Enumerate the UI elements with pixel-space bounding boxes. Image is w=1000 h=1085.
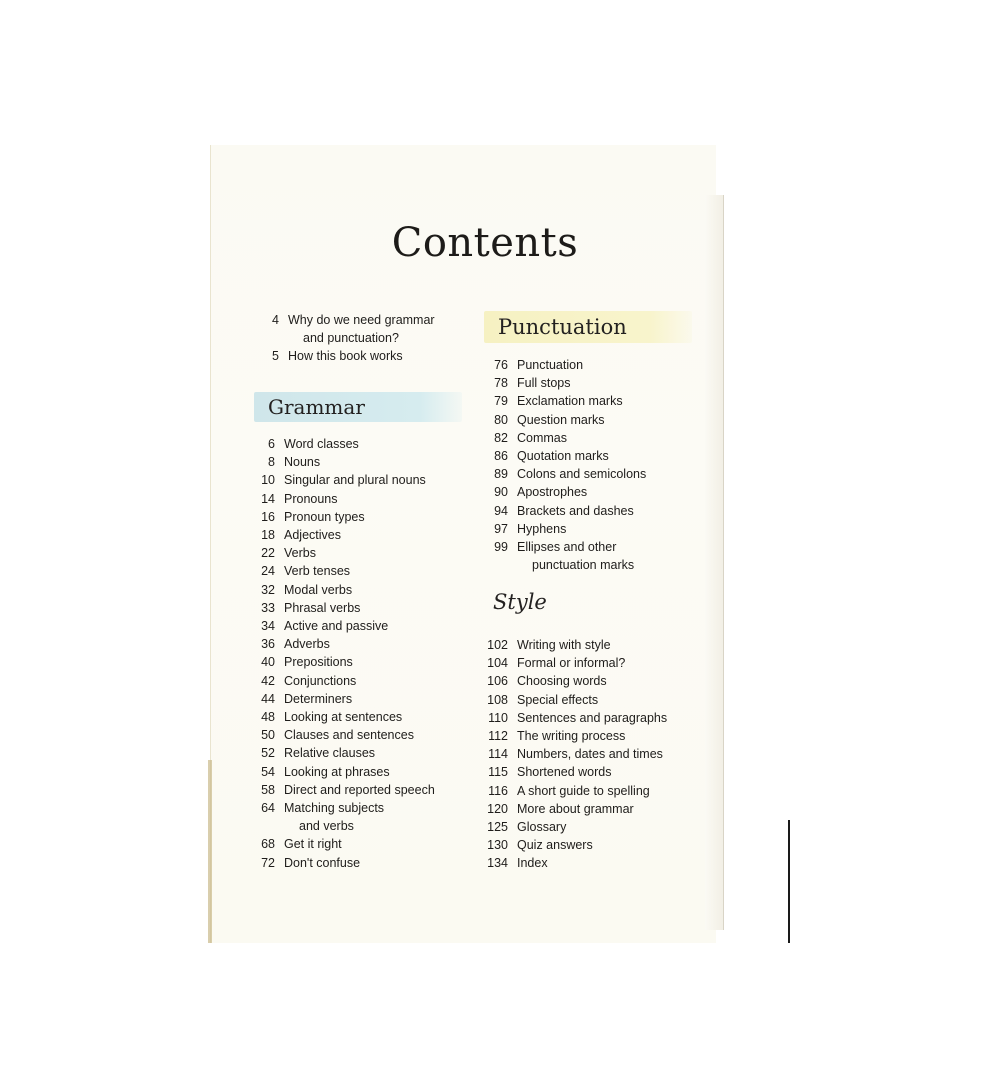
entry-title: Pronouns [284,491,338,506]
contents-entry [480,672,710,690]
page-number: 8 [268,455,275,470]
page-number: 116 [488,783,508,798]
contents-entry [251,854,481,872]
page-number: 76 [494,358,508,372]
contents-entry-continuation [251,817,481,835]
page-number: 114 [488,747,508,762]
page-number: 42 [261,673,275,688]
contents-entry [484,374,714,392]
page-number: 18 [261,528,275,543]
grammar-list [251,435,481,872]
contents-entry [480,836,710,854]
entry-title: Commas [517,430,568,445]
page-number: 68 [261,837,275,852]
page-number: 33 [261,600,275,615]
page-number [251,817,284,835]
contents-entry [251,763,481,781]
page-number: 97 [494,521,508,536]
entry-title: Full stops [517,376,571,391]
page-number: 40 [261,655,275,670]
page-number: 10 [261,473,275,488]
page-number: 79 [494,394,508,409]
contents-entry [251,508,481,526]
entry-title: Choosing words [517,674,607,689]
contents-entry [251,581,481,599]
entry-title: Verbs [284,546,316,561]
page-number: 78 [494,376,508,391]
binding-shadow [208,760,212,943]
contents-entry [251,726,481,744]
entry-title: Hyphens [517,521,567,536]
punctuation-list [484,356,714,574]
page-number: 6 [268,437,275,451]
entry-title: Special effects [517,692,599,707]
page-number: 115 [488,765,508,780]
page-number: 4 [272,313,279,327]
contents-entry [480,818,710,836]
entry-title: Formal or informal? [517,656,626,671]
contents-entry-continuation [255,329,485,347]
page-number: 99 [494,540,508,555]
page-number: 106 [487,674,508,689]
page-number: 58 [261,782,275,797]
contents-entry [251,526,481,544]
page-number: 130 [487,838,508,853]
entry-title: Quiz answers [517,838,593,853]
entry-title: Modal verbs [284,582,353,597]
page-number: 134 [487,856,508,871]
page-number: 102 [487,638,508,652]
entry-title: How this book works [288,349,403,364]
page-number: 90 [494,485,508,500]
contents-entry [484,447,714,465]
entry-title: Brackets and dashes [517,503,634,518]
page-number: 52 [261,746,275,761]
entry-title: Don't confuse [284,855,361,870]
contents-entry [251,471,481,489]
page-number: 104 [487,656,508,671]
contents-entry [484,502,714,520]
entry-title: Adverbs [284,637,330,652]
entry-title: Direct and reported speech [284,782,435,797]
entry-title: Writing with style [517,638,611,652]
contents-entry [251,672,481,690]
contents-entry [251,744,481,762]
contents-entry-continuation [484,556,714,574]
entry-title: Verb tenses [284,564,351,579]
page-number: 16 [261,509,275,524]
entry-title: Shortened words [517,765,612,780]
page-number: 54 [261,764,275,779]
page-number: 72 [261,855,275,870]
entry-title: Punctuation [517,358,584,372]
entry-title: Looking at phrases [284,764,390,779]
contents-entry [480,709,710,727]
entry-title: Question marks [517,412,605,427]
entry-title: and punctuation? [303,331,399,346]
entry-title: Word classes [284,437,359,451]
page-number: 32 [261,582,275,597]
entry-title: Why do we need grammar [288,313,435,327]
contents-entry [484,411,714,429]
section-heading-grammar: Grammar [254,392,462,422]
page-number: 86 [494,449,508,464]
contents-entry [480,654,710,672]
page-number: 112 [488,729,508,744]
entry-title: Quotation marks [517,449,609,464]
contents-entry [480,782,710,800]
contents-entry [251,799,481,817]
page-number: 48 [261,710,275,725]
entry-title: Index [517,856,548,871]
page-number: 64 [261,801,275,816]
page-number: 50 [261,728,275,743]
entry-title: Apostrophes [517,485,588,500]
contents-entry [480,854,710,872]
entry-title: Active and passive [284,619,389,634]
entry-title: and verbs [299,819,354,834]
contents-entry [484,520,714,538]
page-number: 120 [487,801,508,816]
contents-entry [251,653,481,671]
entry-title: Pronoun types [284,509,365,524]
contents-entry [251,435,481,453]
contents-entry [251,544,481,562]
entry-title: Phrasal verbs [284,600,361,615]
contents-entry [484,429,714,447]
page-title: Contents [391,220,579,266]
page-number [484,556,517,574]
contents-entry [255,311,485,329]
entry-title: Ellipses and other [517,540,617,555]
page-number: 110 [488,710,508,725]
page-number: 24 [261,564,275,579]
entry-title: Get it right [284,837,342,852]
contents-entry [251,599,481,617]
page-number: 108 [487,692,508,707]
page-number: 36 [261,637,275,652]
section-heading-punctuation: Punctuation [484,311,692,343]
page-number: 94 [494,503,508,518]
page-number: 89 [494,467,508,482]
contents-entry [251,635,481,653]
contents-entry [480,745,710,763]
contents-entry [251,835,481,853]
contents-entry [251,562,481,580]
entry-title: Matching subjects [284,801,385,816]
page-number: 82 [494,430,508,445]
entry-title: Prepositions [284,655,353,670]
contents-entry [251,617,481,635]
contents-entry [251,781,481,799]
entry-title: Glossary [517,820,567,835]
contents-entry [484,483,714,501]
entry-title: Nouns [284,455,321,470]
contents-entry [484,356,714,374]
page-number: 34 [261,619,275,634]
contents-entry [251,708,481,726]
page-number: 5 [272,349,279,364]
section-heading-style: Style [493,590,547,614]
entry-title: Relative clauses [284,746,376,761]
style-list [480,636,710,873]
entry-title: Singular and plural nouns [284,473,426,488]
contents-entry [484,538,714,556]
entry-title: Conjunctions [284,673,357,688]
contents-entry [480,691,710,709]
entry-title: Colons and semicolons [517,467,647,482]
entry-title: Looking at sentences [284,710,403,725]
entry-title: The writing process [517,729,626,744]
contents-entry [251,453,481,471]
page-number: 80 [494,412,508,427]
page-number: 125 [487,820,508,835]
entry-title: punctuation marks [532,558,635,573]
contents-entry [251,490,481,508]
entry-title: More about grammar [517,801,634,816]
contents-entry [484,392,714,410]
page-number: 22 [261,546,275,561]
entry-title: Adjectives [284,528,341,543]
contents-entry [251,690,481,708]
entry-title: Determiners [284,691,353,706]
entry-title: Exclamation marks [517,394,623,409]
book-edge-line [788,820,790,943]
entry-title: A short guide to spelling [517,783,650,798]
intro-list [255,311,485,366]
entry-title: Numbers, dates and times [517,747,663,762]
contents-entry [484,465,714,483]
contents-entry [480,800,710,818]
page-number: 44 [261,691,275,706]
contents-entry [480,727,710,745]
page-number: 14 [261,491,275,506]
entry-title: Sentences and paragraphs [517,710,668,725]
page-number [255,329,288,347]
contents-entry [480,763,710,781]
contents-entry [480,636,710,654]
contents-entry [255,347,485,365]
entry-title: Clauses and sentences [284,728,414,743]
